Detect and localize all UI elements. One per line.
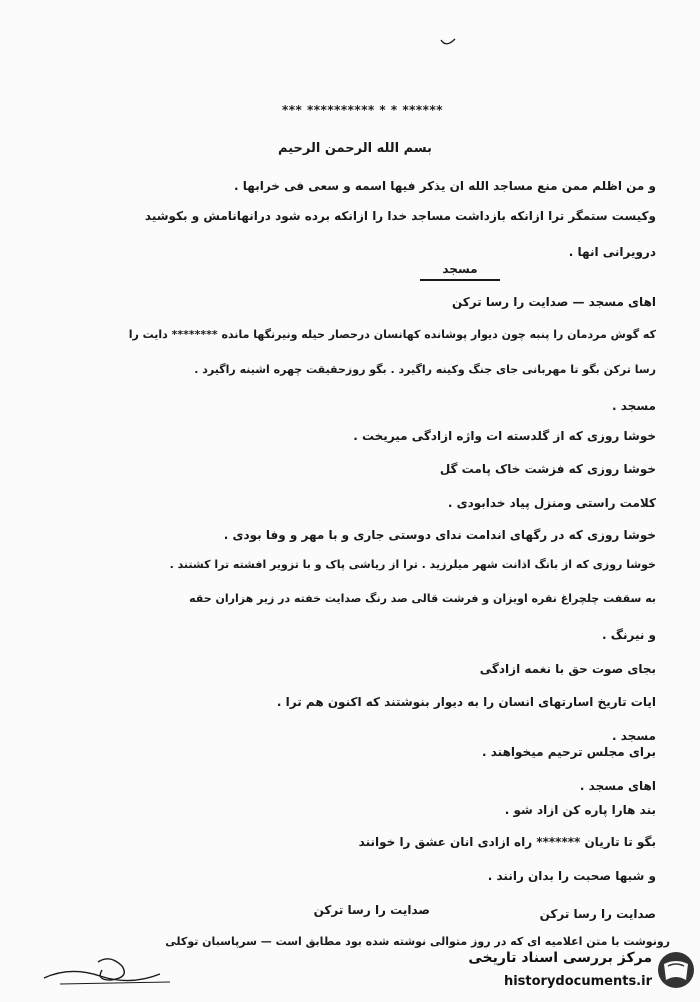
signature-icon — [40, 948, 180, 992]
bismillah-line: بسم الله الرحمن الرحیم — [278, 141, 432, 156]
top-mark-icon — [440, 38, 456, 48]
text-line-22: بگو تا تاریان ******* راه ازادی انان عشق را خوانند — [358, 835, 656, 849]
text-line-7: رسا ترکن بگو تا مهربانی جای جنگ وکینه راگیرد . بگو روزحقیقت چهره اشینه راگیرد . — [194, 363, 656, 376]
watermark-persian: مرکز بررسی اسناد تاریخی — [468, 950, 652, 966]
text-line-14: به سقفت چلچراغ نقره اویزان و فرشت قالی صد رنگ صدایت خفته در زیر هزاران حقه — [189, 592, 656, 605]
heading-underline — [420, 279, 500, 281]
heading-masjid: مسجد — [442, 262, 478, 276]
text-line-18: مسجد . — [612, 729, 656, 743]
text-line-5: اهای مسجد — صدایت را رسا ترکن — [451, 295, 656, 309]
text-line-2: وکیست ستمگر ترا ازانکه بازداشت مساجد خدا را ازانکه برده شود درانهانامش و بکوشید — [144, 209, 656, 223]
text-line-25: صدایت را رسا ترکن — [539, 907, 656, 921]
text-line-13: خوشا روزی که از بانگ اذانت شهر میلرزید . ترا از ریاشی پاک و با تزویر افشته ترا کشتند . — [169, 558, 656, 571]
text-line-23: و شبها صحبت را بدان رانند . — [487, 869, 656, 883]
text-line-1: و من اظلم ممن منع مساجد الله ان یذکر فیها اسمه و سعی فی خرابها . — [234, 179, 656, 193]
text-line-6: که گوش مردمان را پنبه چون دیوار پوشانده کهانسان درحصار حیله ونیرنگها مانده ******** دایت را — [128, 328, 656, 341]
text-line-21: بند هارا پاره کن ازاد شو . — [504, 803, 656, 817]
watermark-footer — [420, 944, 700, 1002]
text-line-12: خوشا روزی که در رگهای اندامت ندای دوستی جاری و با مهر و وفا بودی . — [223, 528, 656, 542]
certification-line: رونوشت با متن اعلامیه ای که در روز متوالی نوشته شده بود مطابق است — سرپاسبان توکلی — [165, 935, 670, 948]
decorative-stars: *** ********** * * ****** — [282, 103, 443, 117]
text-line-24: صدایت را رسا ترکن — [313, 903, 430, 917]
text-line-11: کلامت راستی ومنزل پیاد خدابودی . — [447, 496, 656, 510]
text-line-3: درویرانی انها . — [568, 245, 656, 259]
watermark-url: historydocuments.ir — [503, 974, 652, 989]
text-line-16: بجای صوت حق با نغمه ازادگی — [479, 662, 656, 676]
text-line-8: مسجد . — [612, 399, 656, 413]
text-line-20: اهای مسجد . — [579, 779, 656, 793]
text-line-9: خوشا روزی که از گلدسته ات واژه ازادگی میریخت . — [353, 429, 656, 443]
text-line-15: و نیرنگ . — [601, 628, 656, 642]
text-line-19: برای مجلس ترحیم میخواهند . — [482, 745, 656, 759]
text-line-10: خوشا روزی که فزشت خاک پامت گل — [439, 462, 656, 476]
text-line-17: ایات تاریخ اسارتهای انسان را به دیوار بنوشتند که اکنون هم ترا . — [276, 695, 656, 709]
archive-emblem-icon — [656, 950, 696, 990]
